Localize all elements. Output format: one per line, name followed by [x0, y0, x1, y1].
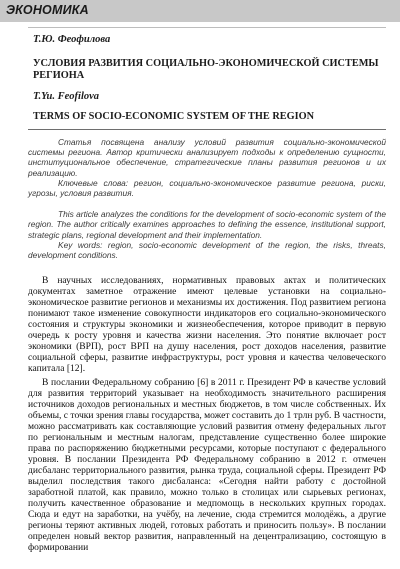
abstract-ru-text: Статья посвящена анализу условий развития социально-экономической системы региона. Автор критически анализирует подходы к определению сущности, институциональное обеспечение, стратегические планы развития регионов и их реализацию.	[28, 137, 386, 178]
keywords-ru-values: регион, социально-экономическое развитие региона, риски, угрозы, условия развития.	[28, 177, 386, 199]
abstract-en-text: This article analyzes the conditions for the development of socio-economic system of the region. The author critically examines approaches to defining the essence, institutional support, strategic plans, regional development and their implementation.	[28, 209, 386, 240]
keywords-ru-label: Ключевые слова:	[58, 177, 129, 188]
keywords-en-label: Key words:	[58, 239, 103, 250]
keywords-en-values: region, socio-economic development of the region, the risks, threats, development conditions.	[28, 239, 386, 261]
abstract-en	[28, 209, 386, 260]
abstract-ru	[28, 137, 386, 198]
keywords-ru	[28, 178, 386, 198]
title-en: TERMS OF SOCIO-ECONOMIC SYSTEM OF THE REGION	[33, 111, 315, 122]
author-ru: Т.Ю. Феофилова	[33, 34, 111, 45]
keywords-en	[28, 240, 386, 260]
body-paragraph-2: В послании Федеральному собранию [6] в 2011 г. Президент РФ в качестве условий для развития территорий указывает на необходимость значительного расширения источников доходов региональных и местных бюджетов, в том числе собственных. Их объемы, с точки зрения главы государства, может составить до 1 трлн руб. В частности, можно рассматривать как составляющие условий развития отмену федеральных льгот по региональным и местным налогам, представление существенно более широкие права по распоряжению бюджетными ресурсами, которые поступают с федерального уровня. В послании Президента РФ Федеральному собранию в 2012 г. отмечен дисбаланс территориального развития, рынка труда, социальной сферы. Президент РФ выделил последствия такого дисбаланса: «Сегодня найти работу с достойной заработной платой, как правило, можно только в столицах или сырьевых регионах, получить качественное образование и медпомощь в нескольких крупных городах. Сюда и едут на заработки, на учёбу, на лечение, сюда стремится молодёжь, а другие регионы теряют активных людей, готовых работать и приносить пользу». В послании определен новый вектор развития, направленный на децентрализацию, состоящую в формировании	[28, 377, 387, 554]
title-ru: УСЛОВИЯ РАЗВИТИЯ СОЦИАЛЬНО-ЭКОНОМИЧЕСКОЙ СИСТЕМЫ РЕГИОНА	[33, 58, 379, 81]
title-divider	[28, 129, 386, 130]
article	[28, 27, 386, 556]
section-label: ЭКОНОМИКА	[6, 3, 89, 17]
section-header-bar	[0, 0, 400, 22]
author-en: T.Yu. Feofilova	[33, 91, 100, 102]
body-paragraph-1: В научных исследованиях, нормативных правовых актах и политических документах заметное отражение имеют целевые установки на социально-экономическое развитие регионов и механизмы их достижения. Под развитием региона понимают такое изменение совокупности индикаторов его социально-экономического состояния и структуры экономики и жизнеобеспечения, которое приводит в первую очередь к росту уровня и качества жизни населения. Это понятие включает рост экономики (ВРП), рост ВРП на душу населения, рост доходов населения, развитие социальной сферы, развитие инфраструктуры, рост уровня и качества человеческого капитала [12].	[28, 275, 386, 375]
top-divider	[28, 27, 386, 28]
